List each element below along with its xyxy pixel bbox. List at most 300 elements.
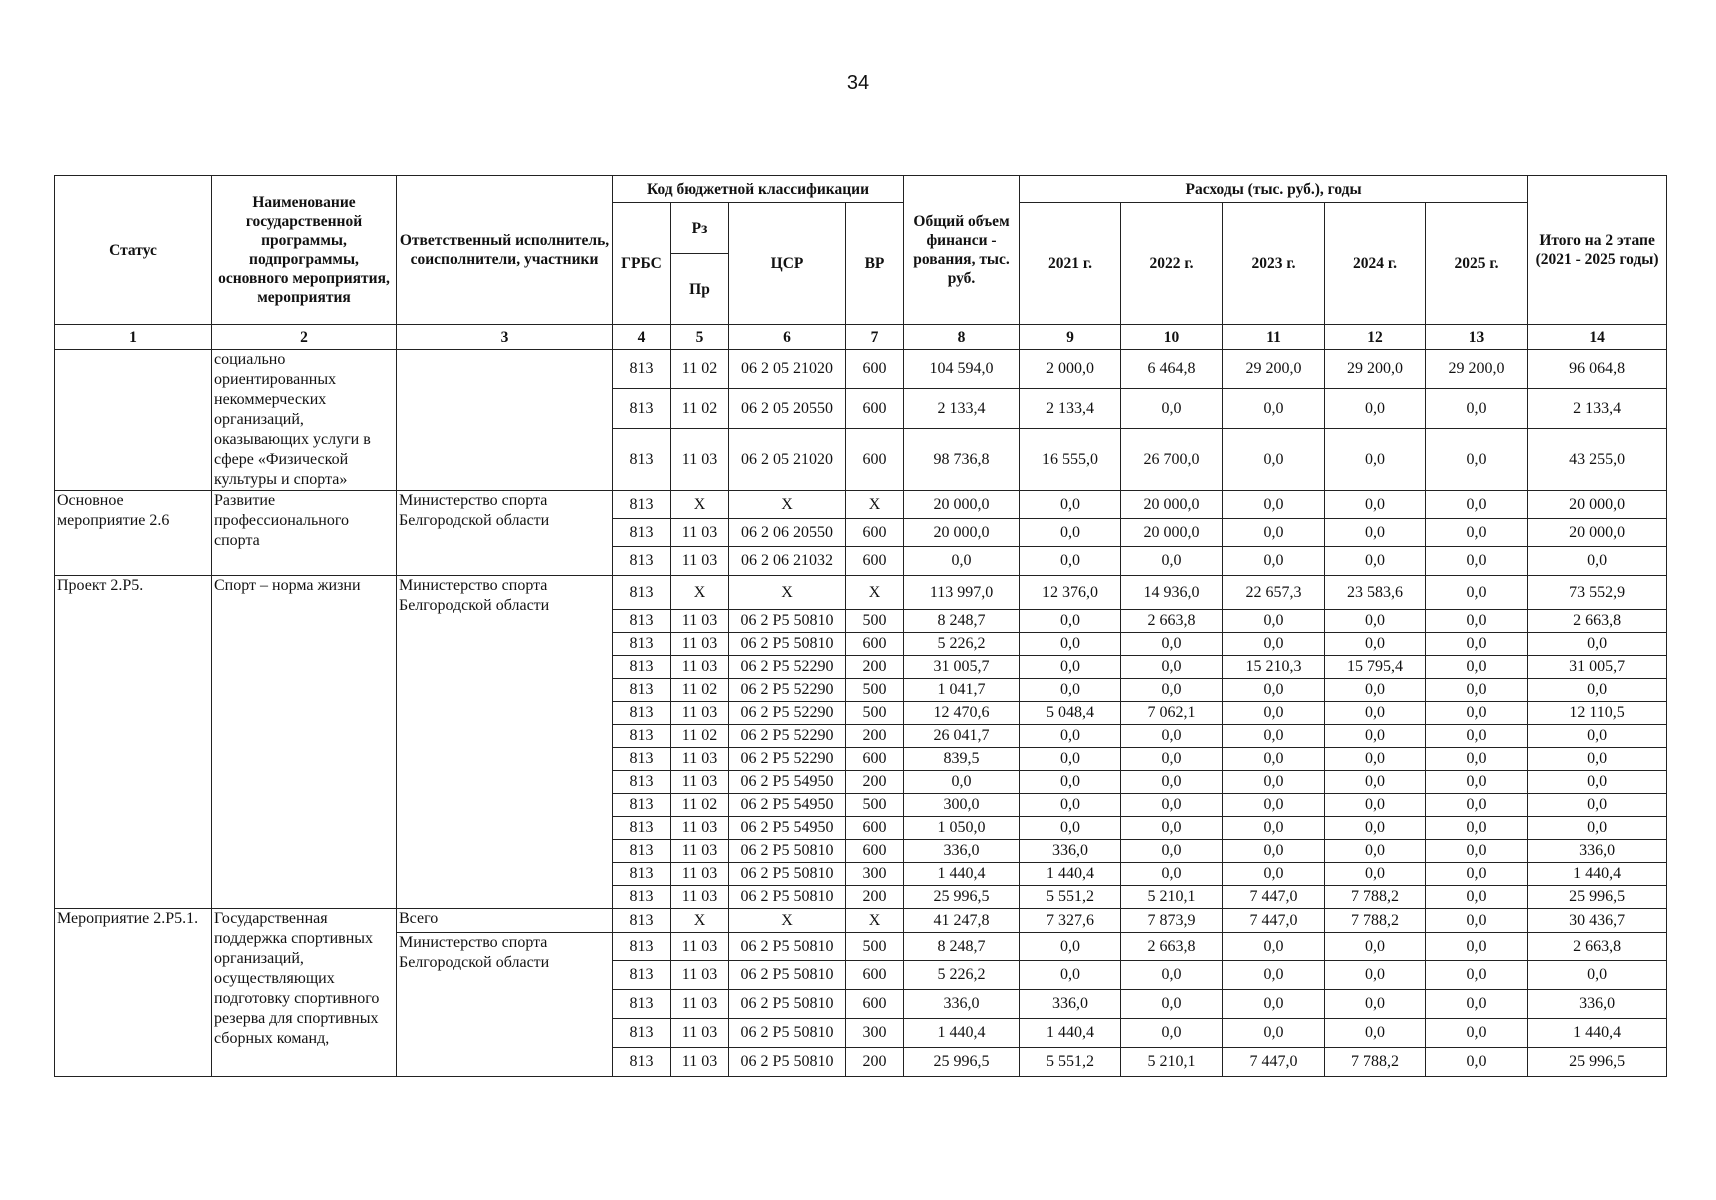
amount-itogo-cell: 96 064,8	[1528, 350, 1667, 389]
amount-2023-cell: 7 447,0	[1223, 886, 1325, 909]
amount-itogo-cell: 1 440,4	[1528, 1019, 1667, 1048]
amount-2023-cell: 0,0	[1223, 961, 1325, 990]
amount-2023-cell: 0,0	[1223, 389, 1325, 429]
amount-2021-cell: 0,0	[1020, 679, 1121, 702]
csr-cell: 06 2 Р5 50810	[729, 990, 846, 1019]
amount-itogo-cell: 25 996,5	[1528, 1048, 1667, 1077]
total-volume-cell: 20 000,0	[904, 519, 1020, 547]
vr-cell: 200	[846, 725, 904, 748]
csr-cell: 06 2 Р5 50810	[729, 863, 846, 886]
amount-2023-cell: 0,0	[1223, 1019, 1325, 1048]
total-volume-cell: 25 996,5	[904, 886, 1020, 909]
amount-2024-cell: 0,0	[1325, 519, 1426, 547]
grbs-cell: 813	[613, 610, 671, 633]
responsible-cell	[397, 350, 613, 491]
amount-2022-cell: 0,0	[1121, 1019, 1223, 1048]
table-body	[55, 350, 1667, 1077]
csr-cell: 06 2 Р5 52290	[729, 679, 846, 702]
vr-cell: Х	[846, 909, 904, 933]
amount-2023-cell: 0,0	[1223, 491, 1325, 519]
amount-2025-cell: 0,0	[1426, 863, 1528, 886]
amount-2025-cell: 0,0	[1426, 990, 1528, 1019]
amount-2025-cell: 0,0	[1426, 1048, 1528, 1077]
amount-2023-cell: 0,0	[1223, 725, 1325, 748]
vr-cell: 300	[846, 863, 904, 886]
rzpr-cell: 11 03	[671, 656, 729, 679]
amount-2021-cell: 2 000,0	[1020, 350, 1121, 389]
column-number: 13	[1426, 325, 1528, 350]
amount-2021-cell: 0,0	[1020, 519, 1121, 547]
total-volume-cell: 2 133,4	[904, 389, 1020, 429]
amount-2024-cell: 0,0	[1325, 840, 1426, 863]
vr-cell: 500	[846, 933, 904, 961]
amount-2024-cell: 0,0	[1325, 863, 1426, 886]
amount-2024-cell: 0,0	[1325, 817, 1426, 840]
total-volume-cell: 0,0	[904, 771, 1020, 794]
grbs-cell: 813	[613, 886, 671, 909]
header-csr: ЦСР	[729, 203, 846, 325]
amount-2024-cell: 0,0	[1325, 933, 1426, 961]
grbs-cell: 813	[613, 1048, 671, 1077]
amount-2022-cell: 0,0	[1121, 990, 1223, 1019]
amount-2024-cell: 0,0	[1325, 702, 1426, 725]
amount-itogo-cell: 0,0	[1528, 748, 1667, 771]
amount-2025-cell: 0,0	[1426, 725, 1528, 748]
amount-2024-cell: 0,0	[1325, 610, 1426, 633]
header-status: Статус	[55, 176, 212, 325]
total-volume-cell: 8 248,7	[904, 610, 1020, 633]
vr-cell: Х	[846, 576, 904, 610]
total-volume-cell: 8 248,7	[904, 933, 1020, 961]
amount-2024-cell: 23 583,6	[1325, 576, 1426, 610]
amount-2023-cell: 0,0	[1223, 610, 1325, 633]
rzpr-cell: 11 03	[671, 817, 729, 840]
amount-2022-cell: 0,0	[1121, 389, 1223, 429]
amount-2023-cell: 0,0	[1223, 748, 1325, 771]
rzpr-cell: 11 03	[671, 429, 729, 491]
amount-2024-cell: 0,0	[1325, 429, 1426, 491]
vr-cell: 600	[846, 748, 904, 771]
vr-cell: 600	[846, 519, 904, 547]
amount-2022-cell: 26 700,0	[1121, 429, 1223, 491]
amount-2025-cell: 0,0	[1426, 429, 1528, 491]
responsible-cell: Министерство спорта Белгородской области	[397, 933, 613, 1077]
vr-cell: 600	[846, 350, 904, 389]
amount-2021-cell: 1 440,4	[1020, 1019, 1121, 1048]
header-expenses: Расходы (тыс. руб.), годы	[1020, 176, 1528, 203]
amount-2022-cell: 14 936,0	[1121, 576, 1223, 610]
total-volume-cell: 1 050,0	[904, 817, 1020, 840]
header-responsible: Ответственный исполнитель, соисполнители, участники	[397, 176, 613, 325]
vr-cell: 600	[846, 547, 904, 576]
grbs-cell: 813	[613, 519, 671, 547]
amount-2023-cell: 7 447,0	[1223, 1048, 1325, 1077]
csr-cell: 06 2 Р5 50810	[729, 1019, 846, 1048]
csr-cell: 06 2 Р5 54950	[729, 817, 846, 840]
total-volume-cell: 20 000,0	[904, 491, 1020, 519]
amount-2025-cell: 0,0	[1426, 519, 1528, 547]
amount-2023-cell: 0,0	[1223, 547, 1325, 576]
grbs-cell: 813	[613, 748, 671, 771]
amount-2022-cell: 5 210,1	[1121, 1048, 1223, 1077]
amount-2023-cell: 0,0	[1223, 771, 1325, 794]
column-number: 4	[613, 325, 671, 350]
csr-cell: 06 2 Р5 50810	[729, 1048, 846, 1077]
name-cell: Государственная поддержка спортивных организаций, осуществляющих подготовку спортивного резерва для спортивных сборных команд,	[212, 909, 397, 1077]
amount-2021-cell: 16 555,0	[1020, 429, 1121, 491]
page-number: 34	[846, 72, 870, 94]
responsible-total-cell: Всего	[397, 909, 613, 933]
amount-2025-cell: 0,0	[1426, 748, 1528, 771]
vr-cell: 600	[846, 840, 904, 863]
csr-cell: 06 2 Р5 52290	[729, 702, 846, 725]
csr-cell: 06 2 Р5 50810	[729, 886, 846, 909]
name-cell: социально ориентированных некоммерческих организаций, оказывающих услуги в сфере «Физической культуры и спорта»	[212, 350, 397, 491]
amount-2023-cell: 0,0	[1223, 702, 1325, 725]
rzpr-cell: 11 02	[671, 725, 729, 748]
vr-cell: 500	[846, 702, 904, 725]
amount-2023-cell: 29 200,0	[1223, 350, 1325, 389]
total-volume-cell: 336,0	[904, 840, 1020, 863]
total-volume-cell: 12 470,6	[904, 702, 1020, 725]
column-number: 11	[1223, 325, 1325, 350]
vr-cell: 300	[846, 1019, 904, 1048]
header-name: Наименование государственной программы, подпрограммы, основного мероприятия, мероприятия	[212, 176, 397, 325]
vr-cell: Х	[846, 491, 904, 519]
status-cell: Проект 2.Р5.	[55, 576, 212, 909]
rzpr-cell: 11 03	[671, 863, 729, 886]
amount-2023-cell: 15 210,3	[1223, 656, 1325, 679]
grbs-cell: 813	[613, 350, 671, 389]
grbs-cell: 813	[613, 725, 671, 748]
amount-2023-cell: 0,0	[1223, 990, 1325, 1019]
header-grbs: ГРБС	[613, 203, 671, 325]
amount-2025-cell: 0,0	[1426, 679, 1528, 702]
rzpr-cell: 11 03	[671, 610, 729, 633]
total-volume-cell: 104 594,0	[904, 350, 1020, 389]
csr-cell: 06 2 Р5 50810	[729, 610, 846, 633]
amount-2024-cell: 29 200,0	[1325, 350, 1426, 389]
amount-2024-cell: 7 788,2	[1325, 886, 1426, 909]
header-year-2024: 2024 г.	[1325, 203, 1426, 325]
amount-2025-cell: 0,0	[1426, 933, 1528, 961]
vr-cell: 200	[846, 1048, 904, 1077]
rzpr-cell: 11 02	[671, 794, 729, 817]
amount-2022-cell: 0,0	[1121, 863, 1223, 886]
amount-2021-cell: 0,0	[1020, 794, 1121, 817]
grbs-cell: 813	[613, 679, 671, 702]
rzpr-cell: Х	[671, 576, 729, 610]
total-volume-cell: 25 996,5	[904, 1048, 1020, 1077]
amount-2021-cell: 5 551,2	[1020, 1048, 1121, 1077]
amount-2025-cell: 0,0	[1426, 656, 1528, 679]
total-volume-cell: 5 226,2	[904, 633, 1020, 656]
amount-2023-cell: 0,0	[1223, 840, 1325, 863]
grbs-cell: 813	[613, 491, 671, 519]
amount-2021-cell: 0,0	[1020, 633, 1121, 656]
total-volume-cell: 336,0	[904, 990, 1020, 1019]
rzpr-cell: 11 03	[671, 886, 729, 909]
amount-2025-cell: 0,0	[1426, 840, 1528, 863]
vr-cell: 600	[846, 990, 904, 1019]
column-number: 2	[212, 325, 397, 350]
amount-itogo-cell: 1 440,4	[1528, 863, 1667, 886]
table-row	[55, 576, 1667, 610]
amount-2025-cell: 0,0	[1426, 576, 1528, 610]
grbs-cell: 813	[613, 1019, 671, 1048]
amount-2025-cell: 0,0	[1426, 389, 1528, 429]
rzpr-cell: 11 03	[671, 840, 729, 863]
amount-2024-cell: 0,0	[1325, 679, 1426, 702]
table-row	[55, 491, 1667, 519]
total-volume-cell: 41 247,8	[904, 909, 1020, 933]
amount-itogo-cell: 73 552,9	[1528, 576, 1667, 610]
header-year-2023: 2023 г.	[1223, 203, 1325, 325]
table-row	[55, 350, 1667, 389]
grbs-cell: 813	[613, 702, 671, 725]
amount-2024-cell: 0,0	[1325, 748, 1426, 771]
amount-2025-cell: 0,0	[1426, 961, 1528, 990]
rzpr-cell: 11 03	[671, 771, 729, 794]
amount-2024-cell: 0,0	[1325, 1019, 1426, 1048]
csr-cell: 06 2 Р5 50810	[729, 633, 846, 656]
amount-2021-cell: 7 327,6	[1020, 909, 1121, 933]
responsible-cell: Министерство спорта Белгородской области	[397, 491, 613, 576]
total-volume-cell: 300,0	[904, 794, 1020, 817]
csr-cell: 06 2 05 21020	[729, 350, 846, 389]
vr-cell: 600	[846, 961, 904, 990]
amount-itogo-cell: 12 110,5	[1528, 702, 1667, 725]
header-kbk: Код бюджетной классификации	[613, 176, 904, 203]
amount-itogo-cell: 336,0	[1528, 990, 1667, 1019]
amount-2021-cell: 0,0	[1020, 748, 1121, 771]
name-cell: Спорт – норма жизни	[212, 576, 397, 909]
csr-cell: 06 2 Р5 50810	[729, 933, 846, 961]
amount-2022-cell: 2 663,8	[1121, 933, 1223, 961]
status-cell	[55, 350, 212, 491]
amount-2025-cell: 0,0	[1426, 794, 1528, 817]
csr-cell: 06 2 Р5 52290	[729, 656, 846, 679]
status-cell: Мероприятие 2.Р5.1.	[55, 909, 212, 1077]
csr-cell: 06 2 Р5 50810	[729, 840, 846, 863]
amount-2024-cell: 0,0	[1325, 725, 1426, 748]
amount-2024-cell: 0,0	[1325, 961, 1426, 990]
amount-2021-cell: 0,0	[1020, 771, 1121, 794]
amount-2023-cell: 0,0	[1223, 794, 1325, 817]
amount-2024-cell: 0,0	[1325, 990, 1426, 1019]
grbs-cell: 813	[613, 576, 671, 610]
vr-cell: 600	[846, 817, 904, 840]
amount-2023-cell: 7 447,0	[1223, 909, 1325, 933]
amount-itogo-cell: 336,0	[1528, 840, 1667, 863]
amount-itogo-cell: 0,0	[1528, 794, 1667, 817]
rzpr-cell: 11 03	[671, 748, 729, 771]
grbs-cell: 813	[613, 429, 671, 491]
rzpr-cell: 11 03	[671, 1048, 729, 1077]
amount-itogo-cell: 43 255,0	[1528, 429, 1667, 491]
vr-cell: 600	[846, 429, 904, 491]
vr-cell: 600	[846, 389, 904, 429]
amount-2021-cell: 2 133,4	[1020, 389, 1121, 429]
amount-itogo-cell: 2 133,4	[1528, 389, 1667, 429]
total-volume-cell: 26 041,7	[904, 725, 1020, 748]
column-number: 3	[397, 325, 613, 350]
grbs-cell: 813	[613, 794, 671, 817]
amount-2024-cell: 0,0	[1325, 771, 1426, 794]
amount-2021-cell: 0,0	[1020, 961, 1121, 990]
column-number: 12	[1325, 325, 1426, 350]
amount-itogo-cell: 2 663,8	[1528, 933, 1667, 961]
amount-2022-cell: 2 663,8	[1121, 610, 1223, 633]
header-itogo: Итого на 2 этапе (2021 - 2025 годы)	[1528, 176, 1667, 325]
amount-2024-cell: 0,0	[1325, 633, 1426, 656]
amount-2024-cell: 0,0	[1325, 491, 1426, 519]
total-volume-cell: 1 440,4	[904, 863, 1020, 886]
amount-itogo-cell: 0,0	[1528, 633, 1667, 656]
header-year-2021: 2021 г.	[1020, 203, 1121, 325]
grbs-cell: 813	[613, 771, 671, 794]
csr-cell: Х	[729, 491, 846, 519]
amount-2025-cell: 0,0	[1426, 633, 1528, 656]
grbs-cell: 813	[613, 909, 671, 933]
csr-cell: 06 2 Р5 54950	[729, 771, 846, 794]
amount-2021-cell: 336,0	[1020, 840, 1121, 863]
amount-2025-cell: 0,0	[1426, 491, 1528, 519]
amount-2021-cell: 0,0	[1020, 817, 1121, 840]
rzpr-cell: 11 02	[671, 350, 729, 389]
grbs-cell: 813	[613, 840, 671, 863]
header-year-2022: 2022 г.	[1121, 203, 1223, 325]
amount-itogo-cell: 0,0	[1528, 771, 1667, 794]
total-volume-cell: 98 736,8	[904, 429, 1020, 491]
amount-2023-cell: 22 657,3	[1223, 576, 1325, 610]
vr-cell: 200	[846, 656, 904, 679]
amount-2023-cell: 0,0	[1223, 863, 1325, 886]
column-number: 14	[1528, 325, 1667, 350]
amount-2024-cell: 15 795,4	[1325, 656, 1426, 679]
amount-2021-cell: 0,0	[1020, 933, 1121, 961]
amount-2025-cell: 29 200,0	[1426, 350, 1528, 389]
rzpr-cell: 11 03	[671, 519, 729, 547]
amount-2021-cell: 0,0	[1020, 610, 1121, 633]
amount-2023-cell: 0,0	[1223, 519, 1325, 547]
grbs-cell: 813	[613, 933, 671, 961]
amount-itogo-cell: 0,0	[1528, 679, 1667, 702]
header-pr: Пр	[671, 254, 729, 325]
amount-2022-cell: 0,0	[1121, 840, 1223, 863]
name-cell: Развитие профессионального спорта	[212, 491, 397, 576]
csr-cell: Х	[729, 909, 846, 933]
grbs-cell: 813	[613, 961, 671, 990]
column-number: 8	[904, 325, 1020, 350]
rzpr-cell: 11 02	[671, 389, 729, 429]
rzpr-cell: 11 03	[671, 633, 729, 656]
total-volume-cell: 5 226,2	[904, 961, 1020, 990]
csr-cell: 06 2 06 20550	[729, 519, 846, 547]
column-number: 6	[729, 325, 846, 350]
column-number: 1	[55, 325, 212, 350]
rzpr-cell: 11 02	[671, 679, 729, 702]
amount-2021-cell: 12 376,0	[1020, 576, 1121, 610]
amount-2025-cell: 0,0	[1426, 771, 1528, 794]
rzpr-cell: 11 03	[671, 990, 729, 1019]
vr-cell: 500	[846, 794, 904, 817]
csr-cell: 06 2 Р5 50810	[729, 961, 846, 990]
amount-2022-cell: 7 062,1	[1121, 702, 1223, 725]
amount-2022-cell: 0,0	[1121, 656, 1223, 679]
header-rz: Рз	[671, 203, 729, 254]
header-vr: ВР	[846, 203, 904, 325]
amount-itogo-cell: 0,0	[1528, 961, 1667, 990]
grbs-cell: 813	[613, 817, 671, 840]
total-volume-cell: 31 005,7	[904, 656, 1020, 679]
column-number: 5	[671, 325, 729, 350]
amount-2022-cell: 20 000,0	[1121, 491, 1223, 519]
amount-itogo-cell: 30 436,7	[1528, 909, 1667, 933]
amount-2021-cell: 1 440,4	[1020, 863, 1121, 886]
total-volume-cell: 839,5	[904, 748, 1020, 771]
amount-2024-cell: 7 788,2	[1325, 909, 1426, 933]
amount-2024-cell: 0,0	[1325, 389, 1426, 429]
amount-2021-cell: 5 551,2	[1020, 886, 1121, 909]
amount-itogo-cell: 0,0	[1528, 725, 1667, 748]
amount-itogo-cell: 2 663,8	[1528, 610, 1667, 633]
total-volume-cell: 1 041,7	[904, 679, 1020, 702]
amount-itogo-cell: 20 000,0	[1528, 491, 1667, 519]
amount-2021-cell: 0,0	[1020, 491, 1121, 519]
amount-2021-cell: 0,0	[1020, 656, 1121, 679]
amount-2022-cell: 0,0	[1121, 679, 1223, 702]
vr-cell: 200	[846, 771, 904, 794]
header-total-volume: Общий объем финанси - рования, тыс. руб.	[904, 176, 1020, 325]
amount-2021-cell: 0,0	[1020, 547, 1121, 576]
amount-2022-cell: 7 873,9	[1121, 909, 1223, 933]
amount-itogo-cell: 0,0	[1528, 817, 1667, 840]
amount-2021-cell: 336,0	[1020, 990, 1121, 1019]
amount-2025-cell: 0,0	[1426, 817, 1528, 840]
amount-2022-cell: 6 464,8	[1121, 350, 1223, 389]
rzpr-cell: Х	[671, 491, 729, 519]
amount-2022-cell: 0,0	[1121, 748, 1223, 771]
vr-cell: 500	[846, 679, 904, 702]
amount-2025-cell: 0,0	[1426, 610, 1528, 633]
rzpr-cell: 11 03	[671, 933, 729, 961]
amount-2024-cell: 7 788,2	[1325, 1048, 1426, 1077]
amount-2022-cell: 0,0	[1121, 725, 1223, 748]
amount-2024-cell: 0,0	[1325, 794, 1426, 817]
total-volume-cell: 1 440,4	[904, 1019, 1020, 1048]
rzpr-cell: 11 03	[671, 547, 729, 576]
vr-cell: 200	[846, 886, 904, 909]
amount-2025-cell: 0,0	[1426, 547, 1528, 576]
amount-2023-cell: 0,0	[1223, 933, 1325, 961]
amount-2025-cell: 0,0	[1426, 909, 1528, 933]
amount-2025-cell: 0,0	[1426, 1019, 1528, 1048]
rzpr-cell: 11 03	[671, 702, 729, 725]
amount-2022-cell: 0,0	[1121, 794, 1223, 817]
amount-2022-cell: 0,0	[1121, 547, 1223, 576]
amount-2022-cell: 0,0	[1121, 771, 1223, 794]
amount-2025-cell: 0,0	[1426, 702, 1528, 725]
grbs-cell: 813	[613, 547, 671, 576]
amount-2023-cell: 0,0	[1223, 633, 1325, 656]
amount-2022-cell: 20 000,0	[1121, 519, 1223, 547]
amount-2023-cell: 0,0	[1223, 817, 1325, 840]
amount-2023-cell: 0,0	[1223, 429, 1325, 491]
rzpr-cell: 11 03	[671, 961, 729, 990]
column-number: 9	[1020, 325, 1121, 350]
amount-itogo-cell: 20 000,0	[1528, 519, 1667, 547]
